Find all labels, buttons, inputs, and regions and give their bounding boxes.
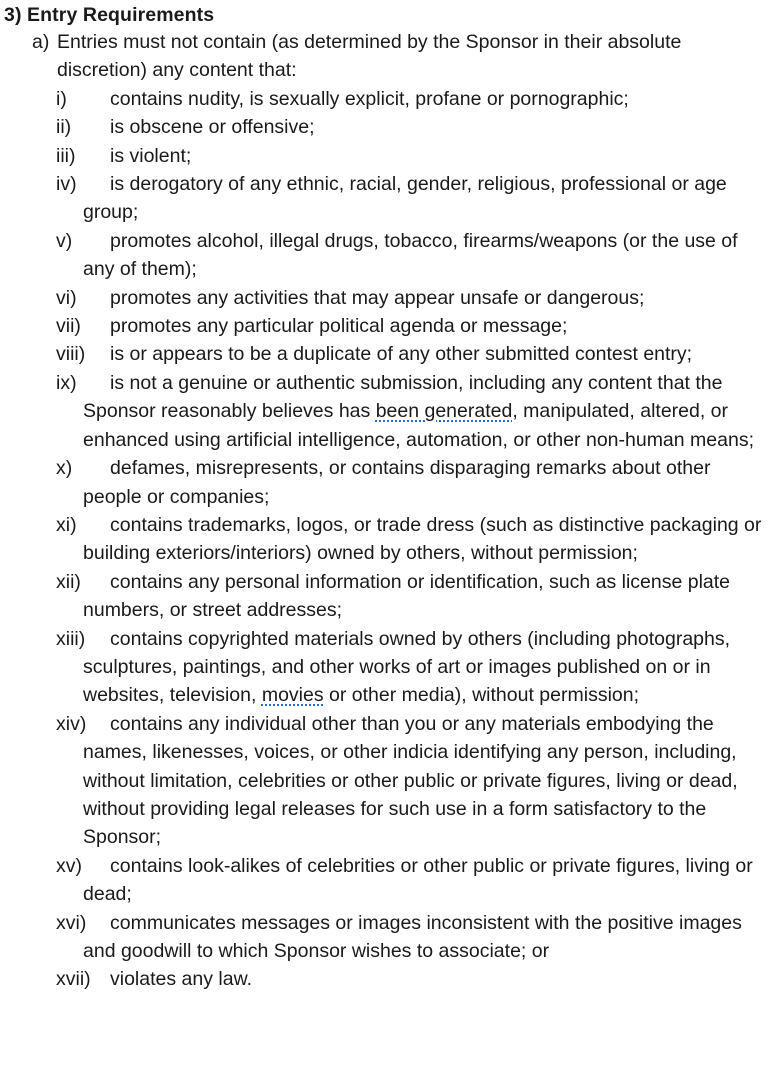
list-item-text: contains any individual other than you or any materials embodying the names, likenesses, voices, or other indicia identifying any person, including, without limitation, celebrities or other public or private figures, living or dead, without providing legal releases for such use in a form satisfactory to the Sponsor; [83,712,738,849]
list-item-number: i) [56,87,67,110]
list-item-number: xvi) [56,911,87,934]
list-item-number: ix) [56,371,77,394]
list-item-number: xiii) [56,627,86,650]
list-item-text: is or appears to be a duplicate of any other submitted contest entry; [110,343,693,366]
list-item-text: , manipulated, altered, or enhanced using artificial intelligence, automation, or other non-human means; [83,400,754,451]
list-item [4,511,767,568]
list-item-text: contains copyrighted materials owned by others (including photographs, sculptures, paintings, and other works of art or images published on or in websites, television, [83,627,731,707]
list-item-text: promotes alcohol, illegal drugs, tobacco, firearms/weapons (or the use of any of them); [83,229,738,281]
list-item [4,369,767,454]
list-item-number: xiv) [56,712,87,735]
list-item [4,340,767,368]
list-item-number: v) [56,229,73,252]
list-item-text: is obscene or offensive; [110,116,315,139]
list-item [4,85,767,113]
list-item-number: iii) [56,144,76,167]
list-item-text: defames, misrepresents, or contains disparaging remarks about other people or companies; [83,457,711,508]
list-item-text: is not a genuine or authentic submission, including any content that the Sponsor reasonably believes has [83,371,723,423]
list-item-number: xvii) [56,968,91,991]
list-item [4,142,767,170]
list-item-text: contains look-alikes of celebrities or other public or private figures, living or dead; [83,854,753,906]
list-item-number: xv) [56,854,82,877]
list-item-number: xi) [56,513,77,536]
list-item [4,852,767,909]
spellcheck-flagged-text: been generated [375,400,513,423]
clause-label: a) [32,31,50,53]
list-item-text: or other media), without permission; [323,684,640,707]
list-item [4,284,767,312]
list-item-text: contains trademarks, logos, or trade dress (such as distinctive packaging or building exteriors/interiors) owned by others, without permission; [83,513,762,565]
list-item [4,625,767,710]
list-item-text: communicates messages or images inconsistent with the positive images and goodwill to which Sponsor wishes to associate; or [83,911,742,962]
list-item-number: iv) [56,173,77,196]
list-item-number: vii) [56,315,81,338]
list-item-number: ii) [56,116,72,139]
list-item-number: vi) [56,286,77,309]
list-item [4,170,767,227]
requirements-list [4,85,767,994]
list-item [4,965,767,993]
list-item-text: is derogatory of any ethnic, racial, gender, religious, professional or age group; [83,173,727,224]
list-item [4,454,767,511]
list-item [4,909,767,966]
clause-a [4,28,767,85]
list-item-number: viii) [56,343,86,366]
list-item-text: promotes any activities that may appear unsafe or dangerous; [110,286,645,309]
list-item-number: x) [56,457,73,480]
list-item [4,227,767,284]
list-item [4,568,767,625]
list-item-text: contains any personal information or identification, such as license plate numbers, or street addresses; [83,570,731,622]
clause-text: Entries must not contain (as determined by the Sponsor in their absolute discretion) any content that: [57,31,682,82]
spellcheck-flagged-text: movies [261,684,324,707]
list-item-text: violates any law. [110,968,252,991]
list-item [4,113,767,141]
list-item-text: promotes any particular political agenda or message; [110,315,568,338]
section-title: 3) Entry Requirements [4,4,215,26]
list-item-text: is violent; [110,144,192,167]
list-item-text: contains nudity, is sexually explicit, profane or pornographic; [110,87,629,110]
list-item [4,312,767,340]
list-item-number: xii) [56,570,81,593]
list-item [4,710,767,852]
